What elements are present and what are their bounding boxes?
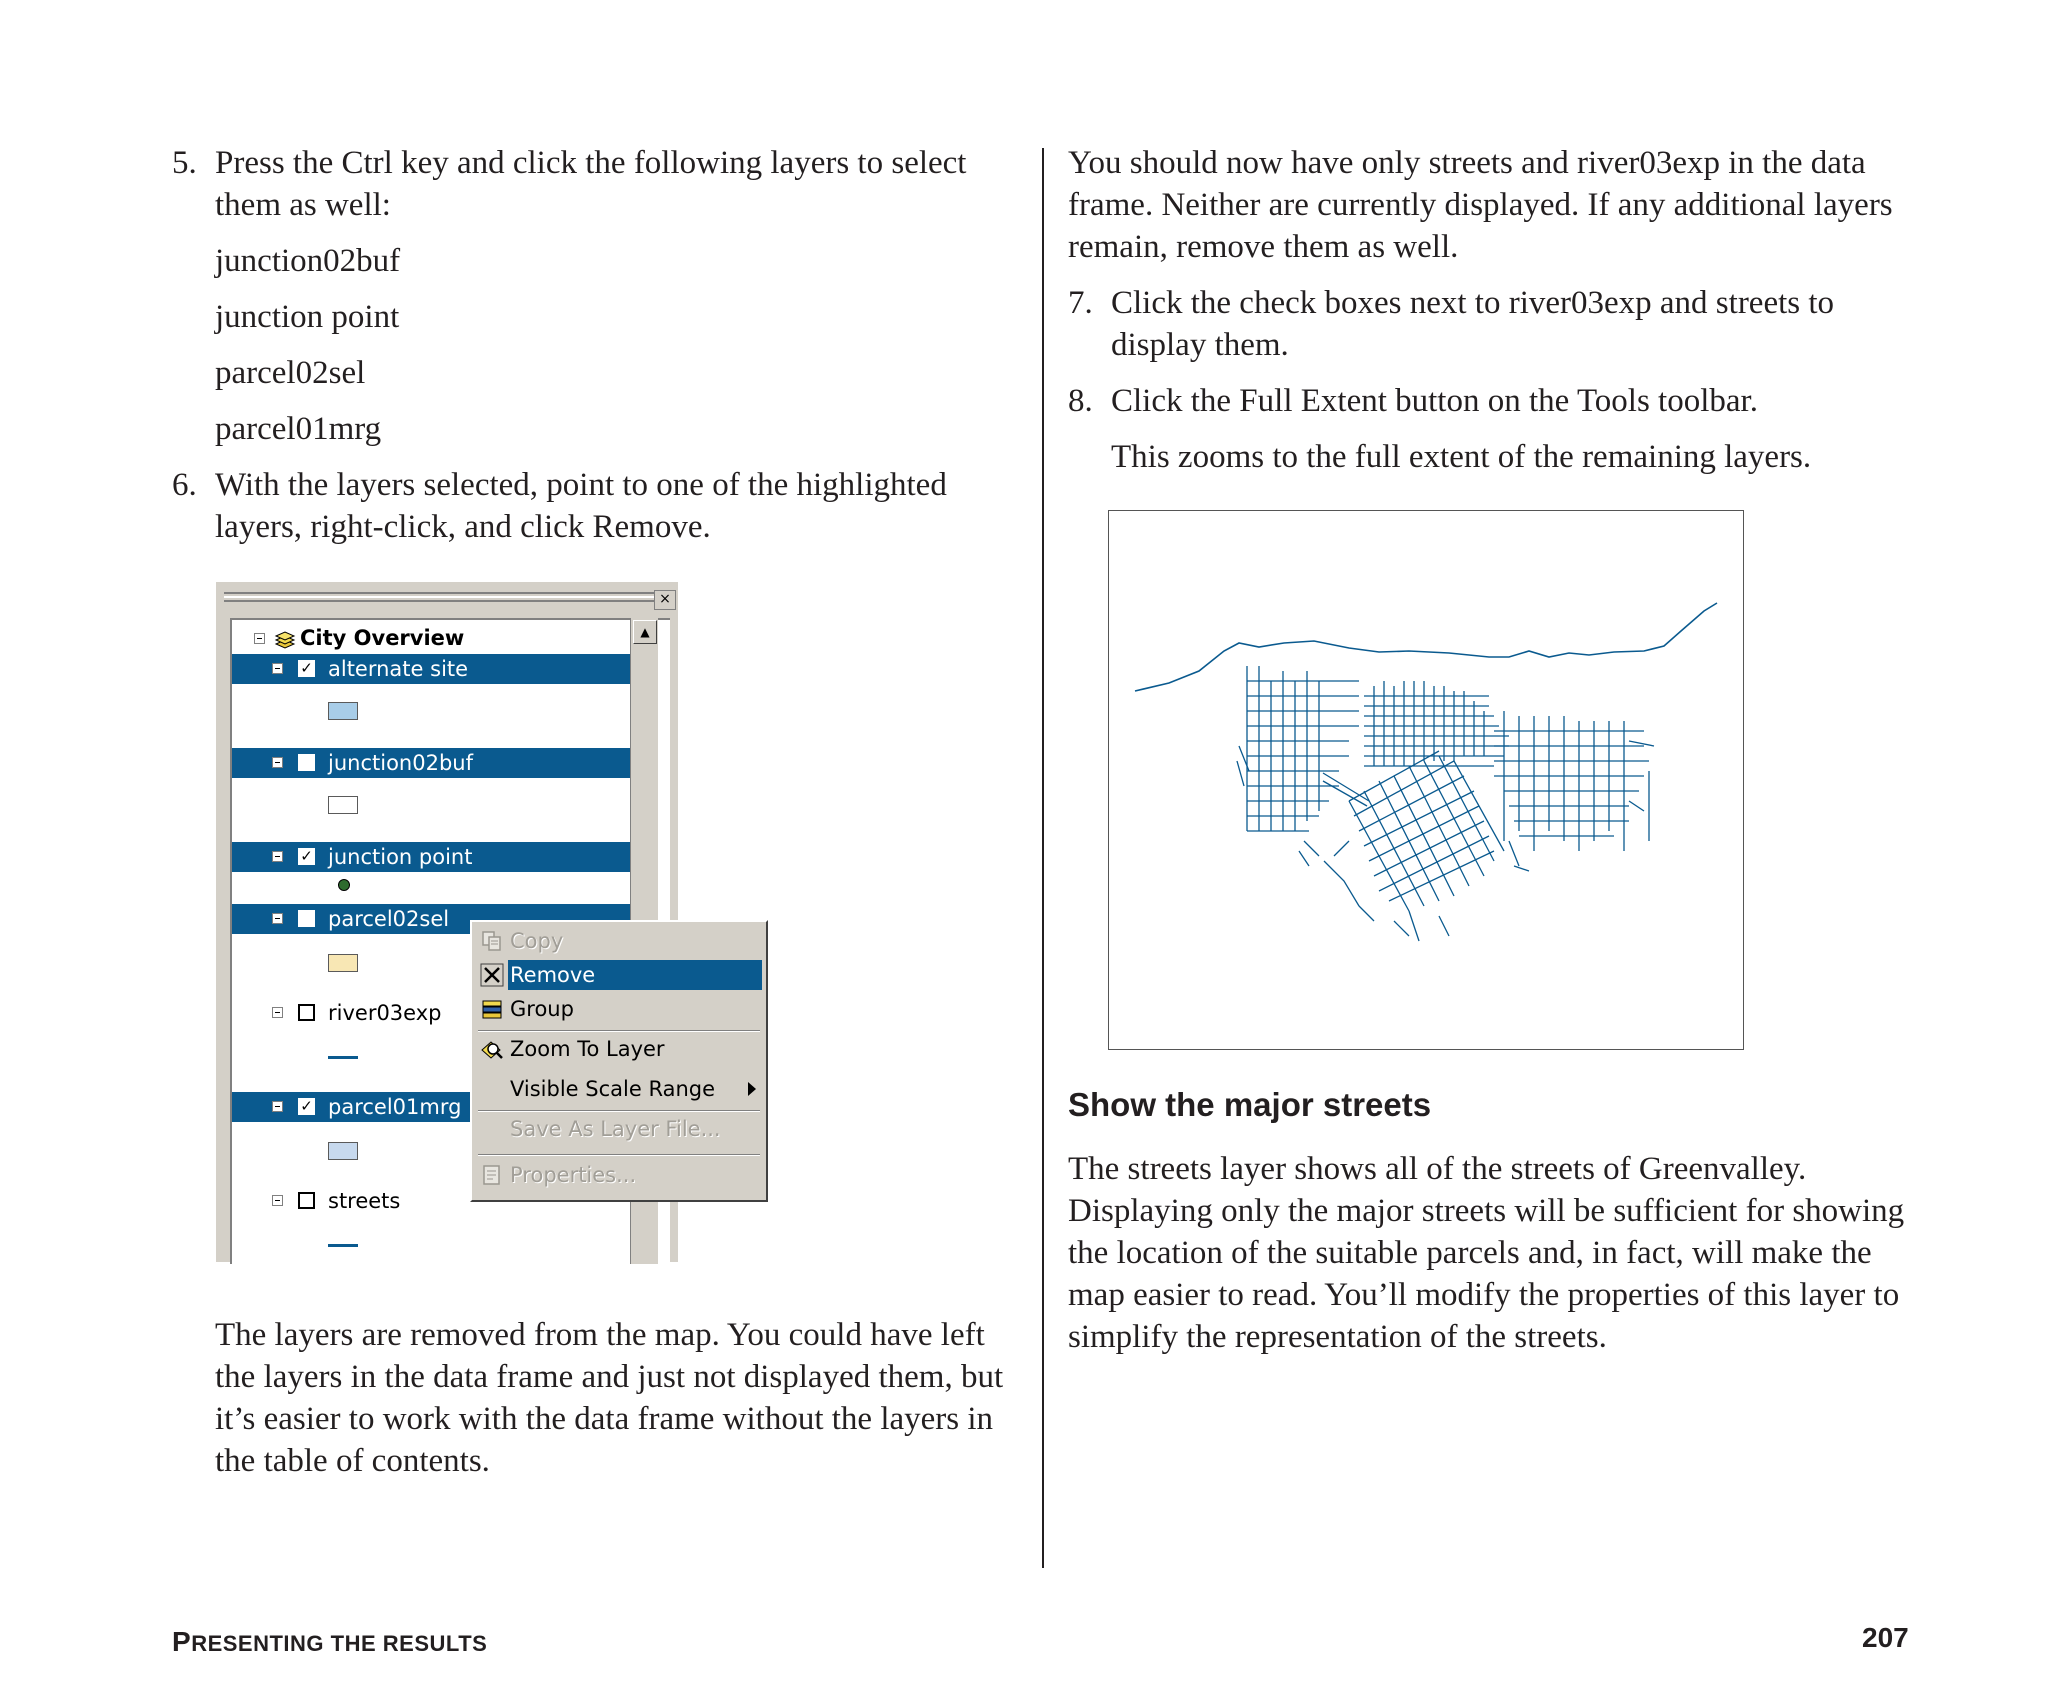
layer-name: streets bbox=[328, 1189, 401, 1213]
layer-list-item: parcel02sel bbox=[215, 355, 366, 391]
layer-name: parcel02sel bbox=[328, 907, 450, 931]
polygon-symbol-swatch bbox=[328, 954, 358, 972]
toc-title-grip[interactable] bbox=[224, 592, 656, 602]
footer-text: RESENTING THE RESULTS bbox=[191, 1631, 488, 1656]
step-7 bbox=[1068, 282, 1908, 366]
line-symbol-icon bbox=[328, 1056, 358, 1059]
polygon-symbol-swatch bbox=[328, 702, 358, 720]
remove-x-icon bbox=[480, 963, 504, 987]
running-footer bbox=[172, 1626, 487, 1658]
footer-initial: P bbox=[172, 1626, 192, 1657]
menu-item-group[interactable] bbox=[476, 994, 762, 1024]
right-column bbox=[1068, 142, 1908, 492]
menu-item-label: Visible Scale Range bbox=[510, 1077, 716, 1101]
layer-row-junction-point[interactable] bbox=[232, 842, 632, 872]
data-frame-row[interactable] bbox=[246, 624, 646, 654]
river-line bbox=[1135, 603, 1717, 691]
menu-item-label: Save As Layer File... bbox=[510, 1117, 721, 1141]
street-network bbox=[1237, 666, 1654, 941]
section-heading: Show the major streets bbox=[1068, 1086, 1432, 1123]
menu-item-label: Group bbox=[510, 997, 574, 1021]
step-text: Click the Full Extent button on the Tools toolbar. bbox=[1111, 383, 1758, 419]
collapse-icon[interactable] bbox=[272, 757, 283, 768]
step-number: 5. bbox=[172, 145, 197, 181]
layer-row-alternate-site[interactable] bbox=[232, 654, 632, 684]
layer-name: river03exp bbox=[328, 1001, 442, 1025]
step-6 bbox=[172, 464, 1012, 548]
menu-separator bbox=[478, 1154, 760, 1156]
polygon-symbol-swatch bbox=[328, 1142, 358, 1160]
zoom-to-layer-icon bbox=[480, 1037, 504, 1061]
menu-separator bbox=[478, 1030, 760, 1032]
group-layers-icon bbox=[480, 997, 504, 1021]
step-text: With the layers selected, point to one of the highlighted layers, right-click, and click Remove. bbox=[215, 467, 947, 545]
left-column bbox=[172, 142, 1012, 562]
layer-checkbox[interactable] bbox=[298, 910, 315, 927]
menu-item-copy[interactable] bbox=[476, 926, 762, 956]
section-paragraph: The streets layer shows all of the streets of Greenvalley. Displaying only the major streets will be sufficient for showing the location of the suitable parcels and, in fact, will make the map easier to read. You’ll modify the properties of this layer to simplify the representation of the streets. bbox=[1068, 1151, 1905, 1355]
step-8-note: This zooms to the full extent of the remaining layers. bbox=[1111, 439, 1812, 475]
step-text: Click the check boxes next to river03exp and streets to display them. bbox=[1111, 285, 1835, 363]
result-paragraph: The layers are removed from the map. You could have left the layers in the data frame and just not displayed them, but it’s easier to work with the data frame without the layers in the table of contents. bbox=[215, 1317, 1004, 1479]
line-symbol-icon bbox=[328, 1244, 358, 1247]
layer-checkbox[interactable] bbox=[298, 754, 315, 771]
data-frame-layers-icon bbox=[274, 630, 296, 650]
data-frame-name: City Overview bbox=[300, 626, 465, 650]
layer-name: parcel01mrg bbox=[328, 1095, 462, 1119]
layer-list-item: parcel01mrg bbox=[215, 411, 382, 447]
menu-separator bbox=[478, 1110, 760, 1112]
collapse-icon[interactable] bbox=[272, 663, 283, 674]
menu-item-zoom-to-layer[interactable] bbox=[476, 1034, 762, 1064]
layer-name: junction point bbox=[328, 845, 473, 869]
layer-checkbox[interactable]: ✓ bbox=[298, 1098, 315, 1115]
collapse-icon[interactable] bbox=[272, 1195, 283, 1206]
layer-name: junction02buf bbox=[328, 751, 473, 775]
page-number: 207 bbox=[1862, 1622, 1909, 1653]
step-5 bbox=[172, 142, 1012, 226]
layer-row-junction02buf[interactable] bbox=[232, 748, 632, 778]
collapse-icon[interactable] bbox=[272, 913, 283, 924]
layer-checkbox[interactable]: ✓ bbox=[298, 660, 315, 677]
layer-list bbox=[172, 240, 1012, 450]
step-number: 8. bbox=[1068, 383, 1093, 419]
menu-item-label: Remove bbox=[510, 963, 596, 987]
intro-paragraph: You should now have only streets and river03exp in the data frame. Neither are currently displayed. If any additional layers remain, remove them as well. bbox=[1068, 145, 1893, 265]
step-text: Press the Ctrl key and click the following layers to select them as well: bbox=[215, 145, 967, 223]
menu-item-label: Zoom To Layer bbox=[510, 1037, 665, 1061]
menu-item-properties[interactable] bbox=[476, 1160, 762, 1190]
streets-map bbox=[1109, 511, 1742, 1048]
step-number: 6. bbox=[172, 467, 197, 503]
menu-item-visible-scale-range[interactable] bbox=[476, 1074, 762, 1104]
collapse-icon[interactable] bbox=[272, 1101, 283, 1112]
layer-context-menu bbox=[470, 920, 768, 1202]
scroll-up-icon[interactable]: ▲ bbox=[633, 620, 657, 644]
collapse-icon[interactable] bbox=[272, 851, 283, 862]
menu-item-save-as-layer-file[interactable] bbox=[476, 1114, 762, 1144]
layer-checkbox[interactable] bbox=[298, 1004, 315, 1021]
properties-icon bbox=[480, 1163, 504, 1187]
menu-item-label: Copy bbox=[510, 929, 564, 953]
close-icon[interactable]: × bbox=[654, 590, 676, 610]
menu-item-label: Properties... bbox=[510, 1163, 637, 1187]
layer-list-item: junction02buf bbox=[215, 243, 401, 279]
menu-item-remove[interactable] bbox=[476, 960, 762, 990]
layer-list-item: junction point bbox=[215, 299, 400, 335]
layer-checkbox[interactable] bbox=[298, 1192, 315, 1209]
step-number: 7. bbox=[1068, 285, 1093, 321]
copy-icon bbox=[480, 929, 504, 953]
collapse-icon[interactable] bbox=[254, 633, 265, 644]
step-8 bbox=[1068, 380, 1908, 422]
column-divider bbox=[1042, 148, 1044, 1568]
submenu-arrow-icon bbox=[748, 1082, 756, 1096]
map-frame bbox=[1108, 510, 1744, 1050]
collapse-icon[interactable] bbox=[272, 1007, 283, 1018]
layer-name: alternate site bbox=[328, 657, 469, 681]
layer-checkbox[interactable]: ✓ bbox=[298, 848, 315, 865]
polygon-symbol-swatch bbox=[328, 796, 358, 814]
point-symbol-icon bbox=[338, 879, 350, 891]
